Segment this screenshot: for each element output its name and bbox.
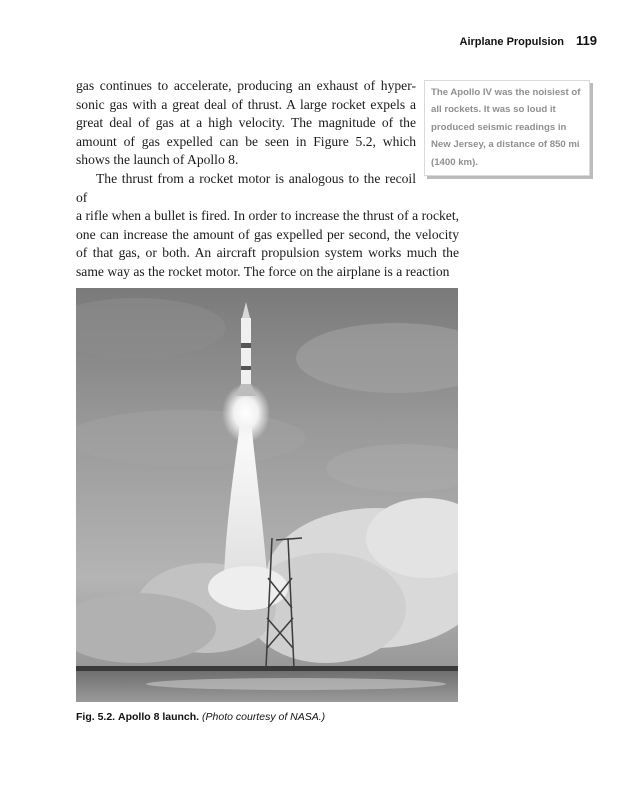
paragraph-2-rest: a rifle when a bullet is fired. In order to increase the thrust of a rocket, one can increase the amount of gas expelled per second, the velocity of that gas, or both. An aircraft propulsion system works much the same way as the rocket motor. The force on the airplane is a reaction (76, 208, 459, 279)
figure-title: Apollo 8 launch. (118, 711, 200, 723)
body-text (76, 77, 459, 282)
sidebar-note-box (424, 80, 590, 176)
sidebar-note: The Apollo IV was the noisiest of all rockets. It was so loud it produced seismic readings in New Jersey, a distance of 850 mi (1400 km). (431, 87, 581, 168)
paragraph-2-first-line: The thrust from a rocket motor is analogous to the recoil of (76, 170, 416, 205)
page-number: 119 (576, 33, 597, 48)
apollo-8-launch-photo (76, 288, 458, 702)
figure-label: Fig. 5.2. (76, 711, 116, 723)
running-title: Airplane Propulsion (459, 36, 565, 48)
figure-credit: (Photo courtesy of NASA.) (202, 711, 326, 723)
paragraph-1: gas continues to accelerate, producing an exhaust of hyper-sonic gas with a great deal of thrust. A large rocket expels a great deal of gas at a high velocity. The magnitude of the amount of gas expelled can be seen in Figure 5.2, which shows the launch of Apollo 8. (76, 78, 416, 168)
launch-photo-illustration (76, 288, 458, 702)
figure-caption (76, 711, 496, 723)
running-head (460, 33, 598, 48)
